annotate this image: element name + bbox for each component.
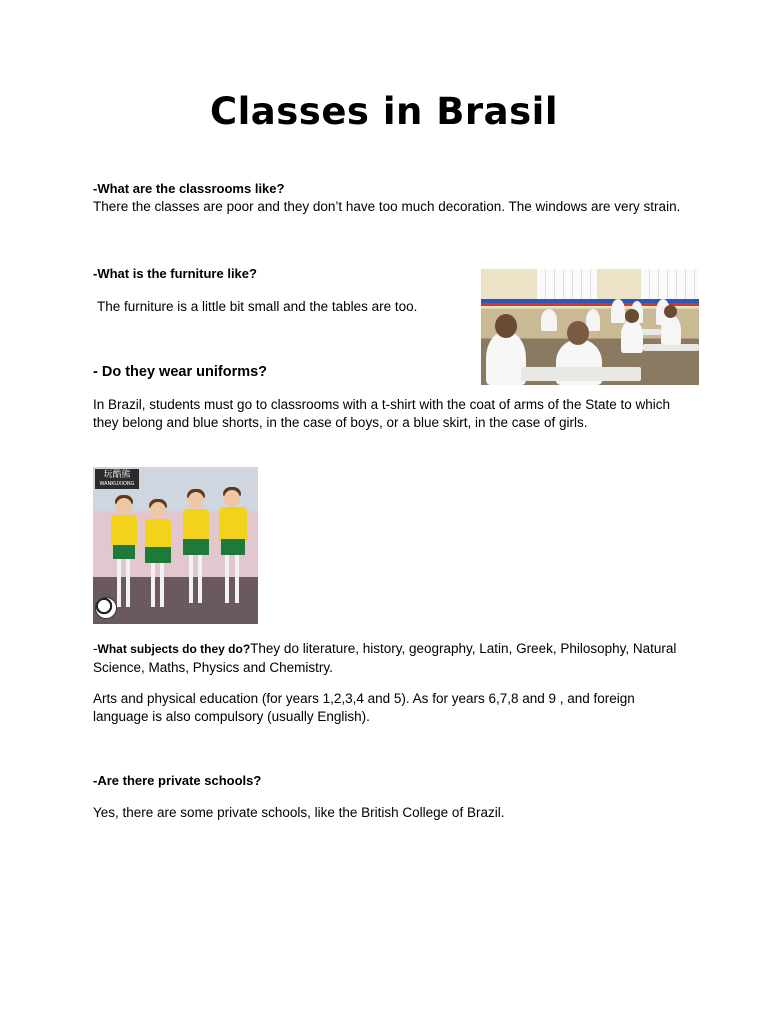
- classrooms-answer: There the classes are poor and they don’t have too much decoration. The windows are very strain.: [93, 199, 681, 214]
- furniture-question: -What is the furniture like?: [93, 266, 257, 281]
- soccer-ball: [95, 597, 117, 619]
- subjects-paragraph: [93, 640, 683, 676]
- classrooms-question: -What are the classrooms like?: [93, 181, 285, 196]
- subjects-question: What subjects do they do?: [97, 642, 251, 656]
- private-answer: Yes, there are some private schools, like the British College of Brazil.: [93, 805, 505, 820]
- uniform-photo: [93, 467, 258, 624]
- subjects-prefix: -: [93, 641, 98, 656]
- subjects-extra: Arts and physical education (for years 1,2,3,4 and 5). As for years 6,7,8 and 9 , and foreign language is also compulsory (usually English).: [93, 691, 635, 724]
- subjects-answer: They do literature, history, geography, Latin, Greek, Philosophy, Natural Science, Maths, Physics and Chemistry.: [93, 641, 677, 675]
- uniform-photo-logo: 玩酷熊 WANKUXIONG: [95, 469, 139, 489]
- furniture-answer: The furniture is a little bit small and the tables are too.: [97, 299, 418, 314]
- page-title: Classes in Brasil: [209, 90, 559, 133]
- classroom-photo: [481, 269, 699, 385]
- private-question: -Are there private schools?: [93, 773, 262, 788]
- uniforms-question: - Do they wear uniforms?: [93, 364, 268, 380]
- uniforms-answer: In Brazil, students must go to classrooms with a t-shirt with the coat of arms of the State to which they belong and blue shorts, in the case of boys, or a blue skirt, in the case of girls.: [93, 397, 670, 430]
